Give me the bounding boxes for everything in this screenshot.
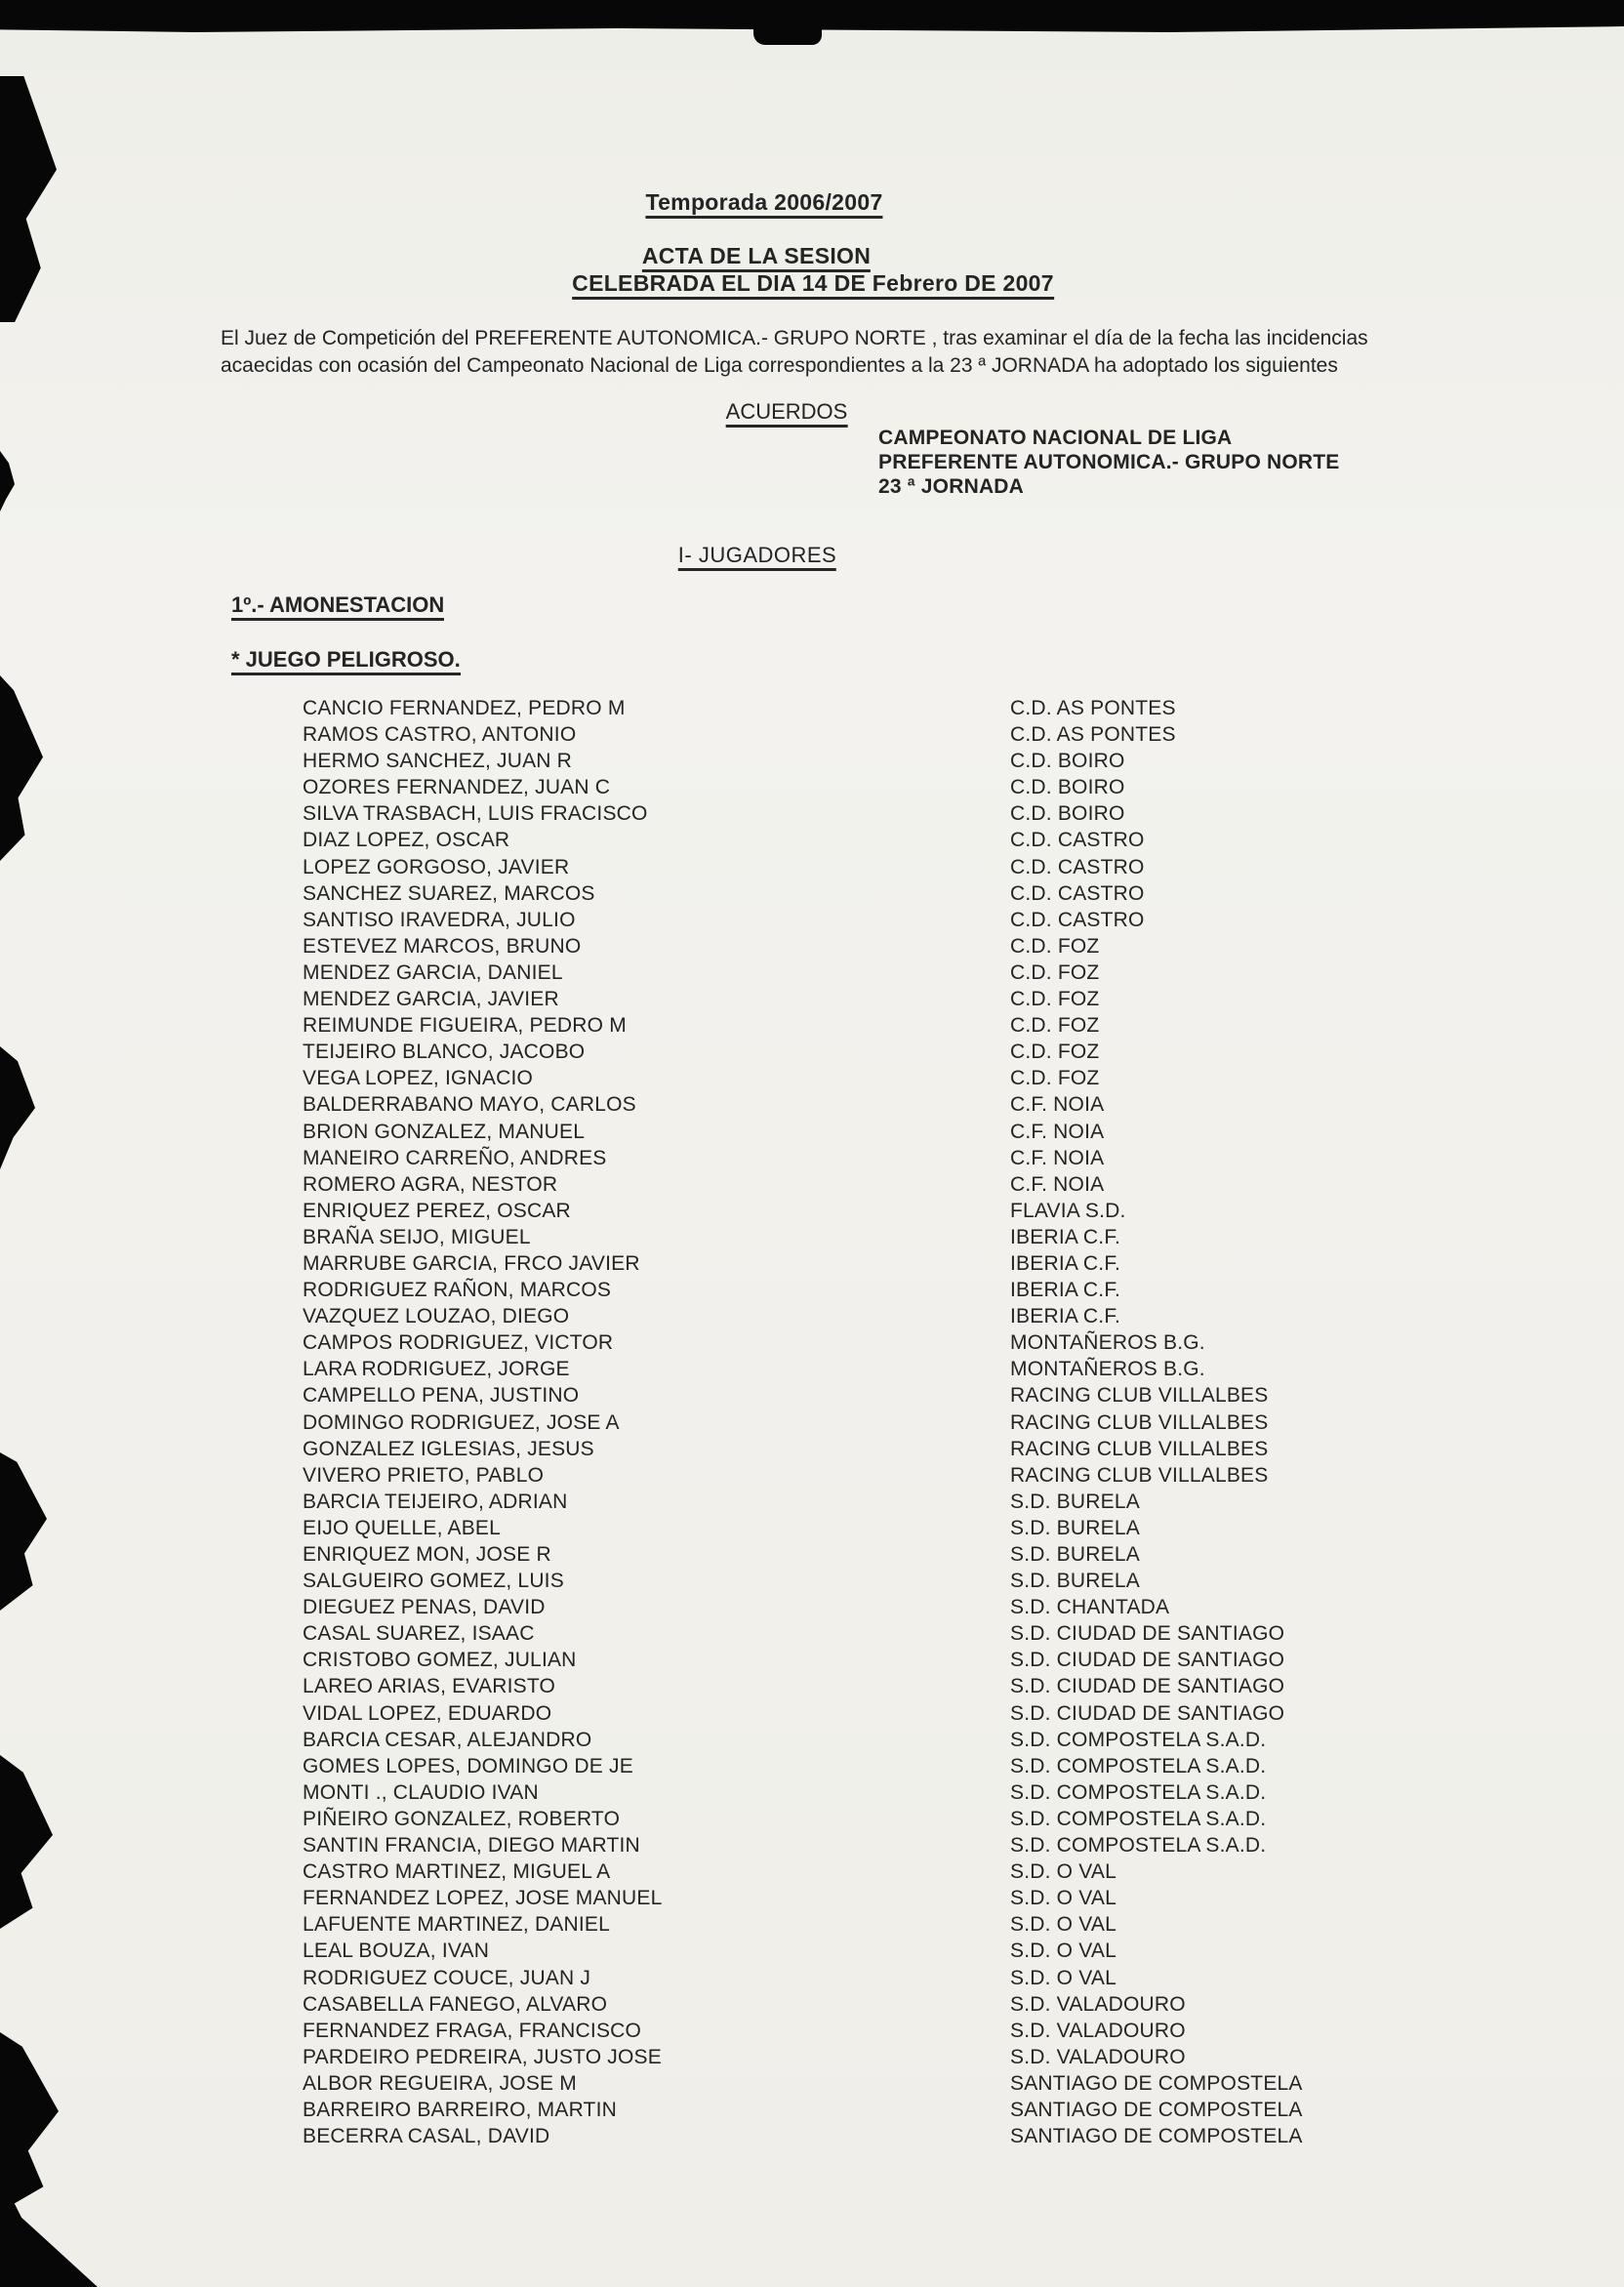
player-name: SALGUEIRO GOMEZ, LUIS: [303, 1570, 564, 1593]
club-name: S.D. O VAL: [1010, 1913, 1116, 1937]
sanction-row: [303, 1622, 1581, 1649]
sanction-row: [303, 697, 1581, 723]
club-name: S.D. COMPOSTELA S.A.D.: [1010, 1780, 1267, 1804]
player-name: EIJO QUELLE, ABEL: [303, 1516, 501, 1539]
competition-line-3: 23 ª JORNADA: [878, 475, 1025, 498]
player-name: ALBOR REGUEIRA, JOSE M: [303, 2071, 577, 2095]
sanction-row: [303, 776, 1581, 802]
club-name: RACING CLUB VILLALBES: [1010, 1410, 1269, 1434]
sanction-row: [303, 1331, 1581, 1358]
player-name: REIMUNDE FIGUEIRA, PEDRO M: [303, 1014, 627, 1038]
player-name: MENDEZ GARCIA, JAVIER: [303, 988, 559, 1011]
player-name: DIEGUEZ PENAS, DAVID: [303, 1596, 546, 1619]
sanction-row: [303, 1438, 1581, 1464]
competition-line-1: CAMPEONATO NACIONAL DE LIGA: [878, 427, 1233, 449]
sanction-row: [303, 1200, 1581, 1226]
sanction-row: [303, 1913, 1581, 1940]
sanction-row: [303, 1860, 1581, 1887]
sanction-row: [303, 750, 1581, 776]
club-name: C.D. AS PONTES: [1010, 723, 1176, 747]
player-name: RAMOS CASTRO, ANTONIO: [303, 723, 577, 747]
player-name: ESTEVEZ MARCOS, BRUNO: [303, 934, 582, 958]
club-name: SANTIAGO DE COMPOSTELA: [1010, 2098, 1303, 2121]
sanction-row: [303, 1226, 1581, 1252]
club-name: C.D. FOZ: [1010, 1067, 1100, 1090]
sanction-row: [303, 1755, 1581, 1781]
club-name: SANTIAGO DE COMPOSTELA: [1010, 2125, 1303, 2148]
club-name: S.D. VALADOURO: [1010, 2045, 1186, 2068]
club-name: RACING CLUB VILLALBES: [1010, 1384, 1269, 1408]
sanction-row: [303, 1279, 1581, 1305]
club-name: C.F. NOIA: [1010, 1146, 1105, 1169]
sanction-row: [303, 1675, 1581, 1701]
sanction-row: [303, 723, 1581, 750]
club-name: S.D. COMPOSTELA S.A.D.: [1010, 1728, 1267, 1751]
club-name: S.D. O VAL: [1010, 1887, 1116, 1910]
player-name: FERNANDEZ FRAGA, FRANCISCO: [303, 2019, 642, 2042]
player-name: CAMPELLO PENA, JUSTINO: [303, 1384, 580, 1408]
sanction-row: [303, 1464, 1581, 1491]
club-name: FLAVIA S.D.: [1010, 1199, 1126, 1222]
club-name: SANTIAGO DE COMPOSTELA: [1010, 2071, 1303, 2095]
club-name: S.D. CHANTADA: [1010, 1596, 1170, 1619]
player-name: VIVERO PRIETO, PABLO: [303, 1463, 545, 1487]
club-name: S.D. CIUDAD DE SANTIAGO: [1010, 1622, 1285, 1646]
club-name: S.D. BURELA: [1010, 1490, 1140, 1513]
player-name: SANCHEZ SUAREZ, MARCOS: [303, 881, 595, 905]
sanctions-list: [303, 697, 1581, 2151]
player-name: PIÑEIRO GONZALEZ, ROBERTO: [303, 1807, 621, 1830]
sanction-row: [303, 1570, 1581, 1596]
club-name: C.F. NOIA: [1010, 1172, 1105, 1196]
player-name: BARREIRO BARREIRO, MARTIN: [303, 2098, 617, 2121]
player-name: VIDAL LOPEZ, EDUARDO: [303, 1701, 552, 1725]
sanction-row: [303, 1305, 1581, 1331]
club-name: IBERIA C.F.: [1010, 1279, 1121, 1302]
club-name: S.D. O VAL: [1010, 1860, 1116, 1884]
player-name: LARA RODRIGUEZ, JORGE: [303, 1358, 570, 1381]
player-name: CAMPOS RODRIGUEZ, VICTOR: [303, 1331, 614, 1355]
season-title: Temporada 2006/2007: [645, 189, 882, 216]
player-name: MARRUBE GARCIA, FRCO JAVIER: [303, 1251, 640, 1275]
player-name: ENRIQUEZ PEREZ, OSCAR: [303, 1199, 571, 1222]
scan-artifact-top-tab: [753, 27, 822, 45]
club-name: C.D. CASTRO: [1010, 855, 1145, 878]
sanction-row: [303, 1940, 1581, 1966]
sanction-row: [303, 935, 1581, 961]
club-name: S.D. CIUDAD DE SANTIAGO: [1010, 1675, 1285, 1698]
sanction-row: [303, 1358, 1581, 1384]
player-name: BARCIA CESAR, ALEJANDRO: [303, 1728, 592, 1751]
club-name: S.D. VALADOURO: [1010, 2019, 1186, 2042]
player-name: FERNANDEZ LOPEZ, JOSE MANUEL: [303, 1887, 663, 1910]
player-name: MANEIRO CARREÑO, ANDRES: [303, 1146, 607, 1169]
sanction-row: [303, 961, 1581, 988]
scan-artifact-left-edge: [0, 1452, 47, 1611]
offense-heading-juego-peligroso: * JUEGO PELIGROSO.: [231, 647, 461, 673]
player-name: BECERRA CASAL, DAVID: [303, 2125, 550, 2148]
club-name: S.D. BURELA: [1010, 1543, 1140, 1566]
player-name: HERMO SANCHEZ, JUAN R: [303, 750, 573, 773]
club-name: C.D. BOIRO: [1010, 802, 1125, 826]
club-name: C.D. FOZ: [1010, 1041, 1100, 1064]
sanction-row: [303, 1384, 1581, 1410]
club-name: S.D. COMPOSTELA S.A.D.: [1010, 1754, 1267, 1777]
club-name: RACING CLUB VILLALBES: [1010, 1437, 1269, 1460]
player-name: CANCIO FERNANDEZ, PEDRO M: [303, 697, 626, 719]
sanction-row: [303, 1067, 1581, 1093]
sanction-row: [303, 1041, 1581, 1067]
sanction-row: [303, 1121, 1581, 1147]
sanction-row: [303, 1014, 1581, 1041]
sanction-row: [303, 2099, 1581, 2125]
player-name: RODRIGUEZ COUCE, JUAN J: [303, 1966, 591, 1989]
player-name: LEAL BOUZA, IVAN: [303, 1940, 490, 1963]
player-name: SILVA TRASBACH, LUIS FRACISCO: [303, 802, 648, 826]
sanction-row: [303, 1491, 1581, 1517]
player-name: MONTI ., CLAUDIO IVAN: [303, 1780, 539, 1804]
player-name: LOPEZ GORGOSO, JAVIER: [303, 855, 570, 878]
club-name: C.F. NOIA: [1010, 1120, 1105, 1143]
sanction-row: [303, 1252, 1581, 1279]
sanction-row: [303, 2125, 1581, 2151]
club-name: C.D. FOZ: [1010, 988, 1100, 1011]
club-name: C.D. CASTRO: [1010, 908, 1145, 931]
sanction-row: [303, 1887, 1581, 1913]
player-name: GOMES LOPES, DOMINGO DE JE: [303, 1754, 633, 1777]
player-name: BRAÑA SEIJO, MIGUEL: [303, 1225, 531, 1248]
sanction-row: [303, 1173, 1581, 1200]
sanction-row: [303, 988, 1581, 1014]
session-title-line2: CELEBRADA EL DIA 14 DE Febrero DE 2007: [572, 270, 1054, 297]
player-name: LAFUENTE MARTINEZ, DANIEL: [303, 1913, 610, 1937]
club-name: C.D. AS PONTES: [1010, 697, 1176, 719]
club-name: RACING CLUB VILLALBES: [1010, 1463, 1269, 1487]
sanction-row: [303, 1093, 1581, 1120]
club-name: S.D. BURELA: [1010, 1570, 1140, 1593]
sanction-row: [303, 1411, 1581, 1438]
player-name: PARDEIRO PEDREIRA, JUSTO JOSE: [303, 2045, 662, 2068]
player-name: GONZALEZ IGLESIAS, JESUS: [303, 1437, 594, 1460]
sanction-row: [303, 1702, 1581, 1729]
sanction-row: [303, 1808, 1581, 1834]
sanction-row: [303, 1729, 1581, 1755]
sanction-row: [303, 1147, 1581, 1173]
player-name: VEGA LOPEZ, IGNACIO: [303, 1067, 534, 1090]
sanction-row: [303, 1596, 1581, 1622]
section-heading-jugadores: I- JUGADORES: [678, 543, 836, 568]
club-name: IBERIA C.F.: [1010, 1225, 1121, 1248]
club-name: C.D. BOIRO: [1010, 776, 1125, 799]
player-name: CASTRO MARTINEZ, MIGUEL A: [303, 1860, 611, 1884]
sanction-row: [303, 856, 1581, 882]
player-name: CRISTOBO GOMEZ, JULIAN: [303, 1649, 577, 1672]
club-name: MONTAÑEROS B.G.: [1010, 1358, 1205, 1381]
club-name: C.D. CASTRO: [1010, 829, 1145, 852]
player-name: OZORES FERNANDEZ, JUAN C: [303, 776, 611, 799]
scan-artifact-left-edge: [0, 1755, 53, 1929]
player-name: TEIJEIRO BLANCO, JACOBO: [303, 1041, 586, 1064]
club-name: IBERIA C.F.: [1010, 1251, 1121, 1275]
player-name: SANTIN FRANCIA, DIEGO MARTIN: [303, 1834, 640, 1858]
session-title-line1: ACTA DE LA SESION: [642, 243, 871, 269]
player-name: DOMINGO RODRIGUEZ, JOSE A: [303, 1410, 620, 1434]
club-name: C.D. FOZ: [1010, 960, 1100, 984]
sanction-row: [303, 2072, 1581, 2099]
club-name: C.F. NOIA: [1010, 1093, 1105, 1117]
intro-paragraph: El Juez de Competición del PREFERENTE AUTONOMICA.- GRUPO NORTE , tras examinar el día de la fecha las incidencias acaecidas con ocasión del Campeonato Nacional de Liga correspondientes a la 23 ª JORNADA ha adoptado los siguientes: [221, 327, 1368, 377]
club-name: S.D. O VAL: [1010, 1966, 1116, 1989]
scan-artifact-left-edge: [0, 76, 57, 322]
player-name: BRION GONZALEZ, MANUEL: [303, 1120, 586, 1143]
sanction-row: [303, 1517, 1581, 1543]
club-name: S.D. BURELA: [1010, 1516, 1140, 1539]
scan-artifact-left-edge: [0, 1046, 35, 1169]
sanction-row: [303, 2020, 1581, 2046]
sanction-row: [303, 1967, 1581, 1993]
club-name: S.D. VALADOURO: [1010, 1992, 1186, 2016]
scan-artifact-left-edge: [0, 451, 15, 511]
player-name: DIAZ LOPEZ, OSCAR: [303, 829, 510, 852]
scan-artifact-left-edge: [0, 675, 43, 861]
acuerdos-heading: ACUERDOS: [726, 399, 848, 425]
player-name: VAZQUEZ LOUZAO, DIEGO: [303, 1305, 570, 1328]
player-name: SANTISO IRAVEDRA, JULIO: [303, 908, 576, 931]
player-name: ROMERO AGRA, NESTOR: [303, 1172, 558, 1196]
club-name: C.D. CASTRO: [1010, 881, 1145, 905]
player-name: BALDERRABANO MAYO, CARLOS: [303, 1093, 636, 1117]
sanction-row: [303, 1543, 1581, 1570]
competition-line-2: PREFERENTE AUTONOMICA.- GRUPO NORTE: [878, 451, 1340, 473]
subsection-heading-amonestacion: 1º.- AMONESTACION: [231, 592, 444, 618]
player-name: LAREO ARIAS, EVARISTO: [303, 1675, 556, 1698]
club-name: C.D. FOZ: [1010, 934, 1100, 958]
club-name: S.D. CIUDAD DE SANTIAGO: [1010, 1649, 1285, 1672]
sanction-row: [303, 1781, 1581, 1808]
scan-artifact-left-edge: [0, 2032, 59, 2212]
club-name: C.D. BOIRO: [1010, 750, 1125, 773]
player-name: MENDEZ GARCIA, DANIEL: [303, 960, 563, 984]
player-name: ENRIQUEZ MON, JOSE R: [303, 1543, 551, 1566]
sanction-row: [303, 882, 1581, 909]
sanction-row: [303, 1649, 1581, 1675]
club-name: C.D. FOZ: [1010, 1014, 1100, 1038]
sanction-row: [303, 909, 1581, 935]
player-name: BARCIA TEIJEIRO, ADRIAN: [303, 1490, 568, 1513]
sanction-row: [303, 1834, 1581, 1860]
player-name: RODRIGUEZ RAÑON, MARCOS: [303, 1279, 612, 1302]
player-name: CASABELLA FANEGO, ALVARO: [303, 1992, 608, 2016]
club-name: S.D. COMPOSTELA S.A.D.: [1010, 1807, 1267, 1830]
sanction-row: [303, 802, 1581, 829]
sanction-row: [303, 1993, 1581, 2020]
club-name: S.D. CIUDAD DE SANTIAGO: [1010, 1701, 1285, 1725]
club-name: IBERIA C.F.: [1010, 1305, 1121, 1328]
sanction-row: [303, 829, 1581, 855]
competition-block: [878, 426, 1340, 499]
club-name: S.D. COMPOSTELA S.A.D.: [1010, 1834, 1267, 1858]
sanction-row: [303, 2046, 1581, 2072]
club-name: MONTAÑEROS B.G.: [1010, 1331, 1205, 1355]
player-name: CASAL SUAREZ, ISAAC: [303, 1622, 535, 1646]
club-name: S.D. O VAL: [1010, 1940, 1116, 1963]
